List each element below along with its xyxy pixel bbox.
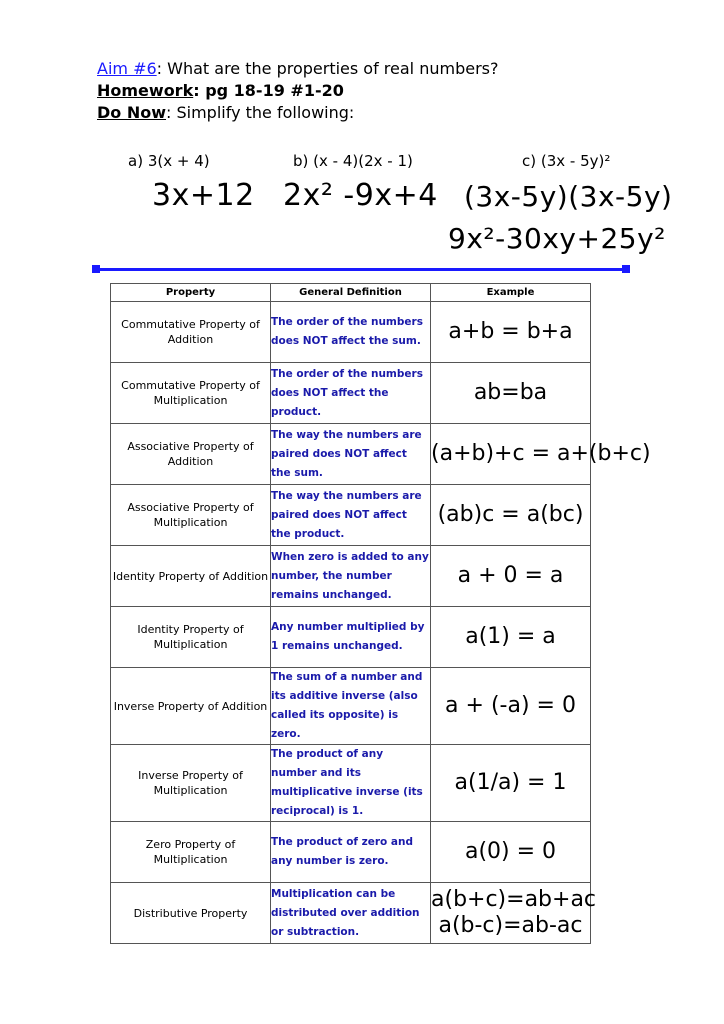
column-header: Property (111, 284, 271, 302)
donow-text: : Simplify the following: (166, 103, 355, 122)
property-name: Inverse Property of Addition (111, 668, 271, 745)
property-name: Commutative Property of Multiplication (111, 363, 271, 424)
property-definition: When zero is added to any number, the number remains unchanged. (271, 546, 431, 607)
property-example: a+b = b+a (448, 319, 573, 344)
property-definition: The order of the numbers does NOT affect the sum. (271, 302, 431, 363)
aim-text: : What are the properties of real numbers? (156, 59, 499, 78)
donow-line (97, 102, 498, 124)
rule-end-left (92, 265, 100, 273)
table-row (111, 424, 591, 485)
property-example-cell (431, 883, 597, 944)
property-name: Commutative Property of Addition (111, 302, 271, 363)
property-example-cell (431, 485, 591, 546)
table-row (111, 363, 591, 424)
properties-table (110, 283, 651, 944)
property-definition: The sum of a number and its additive inverse (also called its opposite) is zero. (271, 668, 431, 745)
header (97, 58, 498, 124)
property-definition: The way the numbers are paired does NOT affect the sum. (271, 424, 431, 485)
table-header-row (111, 284, 591, 302)
property-example-cell (431, 745, 591, 822)
property-example-cell (431, 607, 591, 668)
property-example: a + 0 = a (457, 563, 564, 588)
answer-b: 2x² -9x+4 (283, 178, 438, 213)
property-name: Associative Property of Addition (111, 424, 271, 485)
property-definition: Any number multiplied by 1 remains unchanged. (271, 607, 431, 668)
property-name: Identity Property of Addition (111, 546, 271, 607)
problem-expr: (3x - 5y)² (540, 152, 611, 170)
homework-line (97, 80, 498, 102)
problem-label: b) (293, 152, 309, 170)
table-row (111, 302, 591, 363)
problem-label: a) (128, 152, 144, 170)
problem-a (128, 152, 210, 170)
aim-line (97, 58, 498, 80)
property-example: a(1/a) = 1 (454, 770, 567, 795)
property-example: a(1) = a (465, 624, 556, 649)
table-row (111, 822, 591, 883)
divider-rule (95, 268, 628, 271)
property-example-cell (431, 363, 591, 424)
property-example: a(b+c)=ab+ac (431, 887, 597, 912)
donow-label: Do Now (97, 103, 167, 122)
homework-label: Homework (97, 81, 194, 100)
problem-b (293, 152, 413, 170)
table-row (111, 668, 591, 745)
problem-label: c) (522, 152, 537, 170)
answer-a: 3x+12 (152, 178, 255, 213)
table-row (111, 883, 591, 944)
problem-c (522, 152, 610, 170)
property-name: Zero Property of Multiplication (111, 822, 271, 883)
property-example-2: a(b-c)=ab-ac (438, 913, 583, 938)
property-name: Distributive Property (111, 883, 271, 944)
property-name: Inverse Property of Multiplication (111, 745, 271, 822)
rule-end-right (622, 265, 630, 273)
property-example-cell (431, 424, 651, 485)
property-definition: The product of zero and any number is zero. (271, 822, 431, 883)
column-header: Example (431, 284, 591, 302)
property-name: Associative Property of Multiplication (111, 485, 271, 546)
problem-expr: (x - 4)(2x - 1) (313, 152, 413, 170)
table-row (111, 745, 591, 822)
answer-c-line1: (3x-5y)(3x-5y) (464, 180, 673, 213)
property-definition: The way the numbers are paired does NOT affect the product. (271, 485, 431, 546)
column-header: General Definition (271, 284, 431, 302)
answer-c-line2: 9x²-30xy+25y² (448, 222, 666, 255)
property-definition: Multiplication can be distributed over addition or subtraction. (271, 883, 431, 944)
property-definition: The product of any number and its multiplicative inverse (its reciprocal) is 1. (271, 745, 431, 822)
table-row (111, 485, 591, 546)
property-name: Identity Property of Multiplication (111, 607, 271, 668)
aim-label: Aim #6 (97, 59, 157, 78)
homework-text: : pg 18-19 #1-20 (193, 81, 344, 100)
property-example-cell (431, 302, 591, 363)
property-example: (a+b)+c = a+(b+c) (431, 441, 651, 466)
table-row (111, 607, 591, 668)
property-example: a + (-a) = 0 (445, 693, 576, 718)
problem-expr: 3(x + 4) (147, 152, 210, 170)
property-example-cell (431, 546, 591, 607)
property-example: (ab)c = a(bc) (437, 502, 584, 527)
property-example-cell (431, 668, 591, 745)
table-row (111, 546, 591, 607)
property-definition: The order of the numbers does NOT affect the product. (271, 363, 431, 424)
property-example-cell (431, 822, 591, 883)
property-example: a(0) = 0 (464, 839, 557, 864)
property-example: ab=ba (473, 380, 548, 405)
